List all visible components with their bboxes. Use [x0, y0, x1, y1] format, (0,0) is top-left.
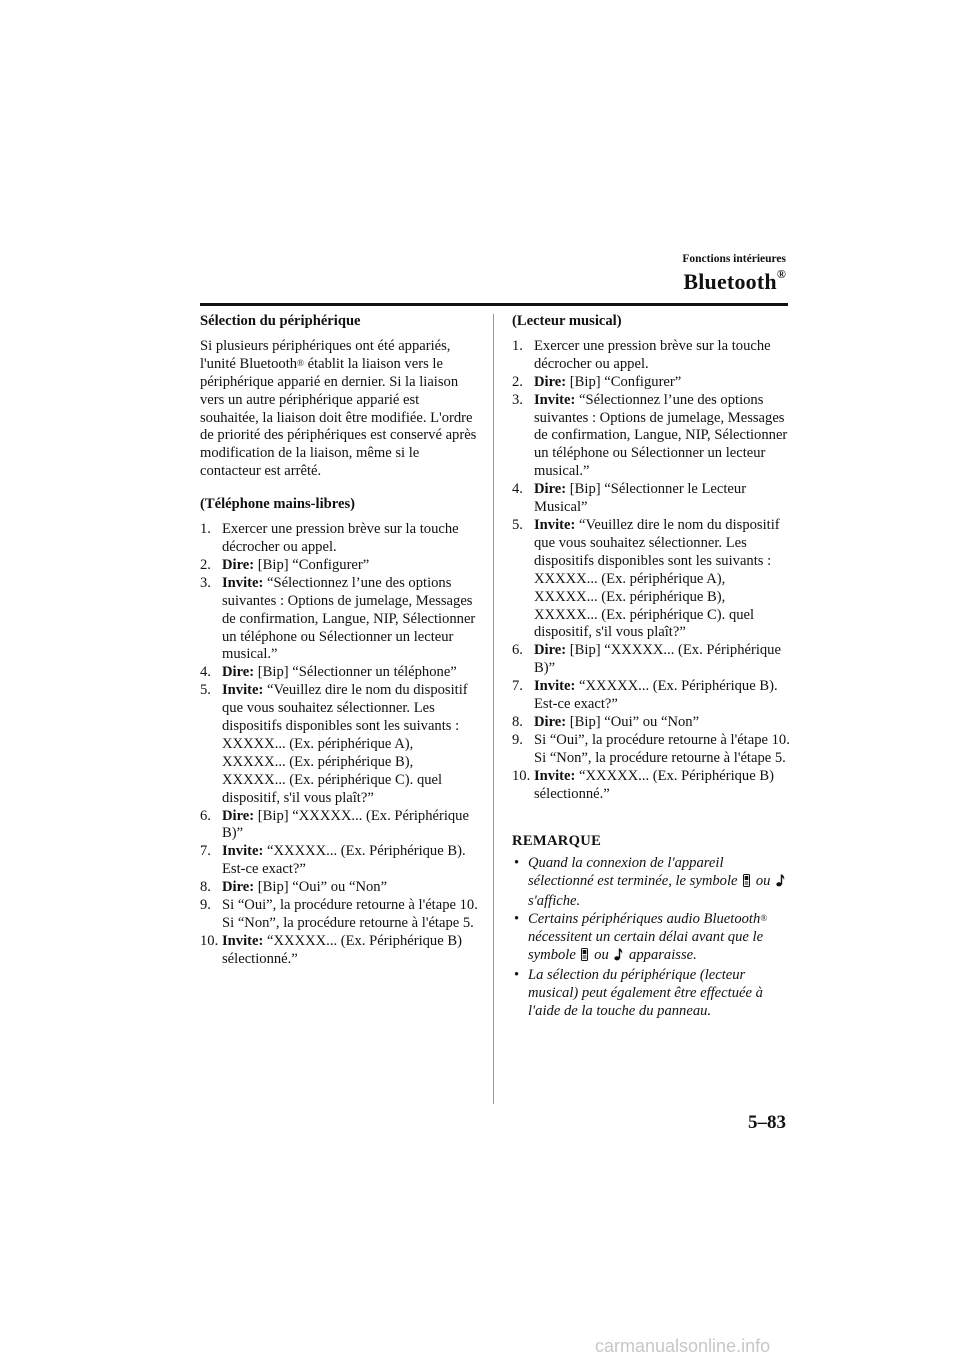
- music-player-steps: [512, 338, 792, 804]
- step-text: [Bip] “XXXXX... (Ex. Périphérique B)”: [534, 642, 781, 677]
- step-item: [200, 879, 480, 897]
- handsfree-steps: [200, 521, 480, 969]
- step-text: “Veuillez dire le nom du dispositif que vous souhaitez sélectionner. Les dispositifs disponibles sont les suivants : XXXXX... (Ex. périphérique A), XXXXX... (Ex. périphérique B), XXXXX... (Ex. périphérique C). quel dispositif, s'il vous plaît?”: [534, 516, 780, 641]
- note-text: s'affiche.: [528, 893, 581, 910]
- step-item: [200, 521, 480, 557]
- step-number: 10.: [200, 932, 219, 949]
- step-label: Invite:: [534, 391, 576, 408]
- bullet: •: [514, 966, 520, 983]
- subheading-music-player: (Lecteur musical): [512, 313, 622, 329]
- step-item: [512, 732, 792, 768]
- step-label: Invite:: [222, 682, 264, 699]
- step-number: 10.: [512, 767, 531, 784]
- step-number: 2.: [200, 556, 211, 573]
- step-label: Invite:: [534, 516, 576, 533]
- step-item: [512, 678, 792, 714]
- phone-icon: [743, 874, 750, 893]
- step-number: 4.: [200, 664, 211, 681]
- step-item: [512, 392, 792, 482]
- note-text: ou: [755, 873, 771, 890]
- step-text: [Bip] “Configurer”: [566, 373, 682, 390]
- step-text: Exercer une pression brève sur la touche décrocher ou appel.: [534, 337, 771, 372]
- step-label: Invite:: [222, 843, 264, 860]
- step-number: 5.: [512, 516, 523, 533]
- note-text: La sélection du périphérique (lecteur musical) peut également être effectuée à l'aide de la touche du panneau.: [528, 966, 763, 1019]
- step-text: “XXXXX... (Ex. Périphérique B) sélectionné.”: [534, 767, 774, 802]
- note-text: Quand la connexion de l'appareil sélectionné est terminée, le symbole: [528, 855, 738, 890]
- step-number: 5.: [200, 682, 211, 699]
- step-number: 7.: [200, 843, 211, 860]
- step-number: 6.: [512, 642, 523, 659]
- step-item: [200, 575, 480, 665]
- intro-paragraph: [200, 338, 480, 481]
- step-item: [512, 338, 792, 374]
- step-label: Invite:: [222, 932, 264, 949]
- registered-mark: ®: [297, 357, 304, 368]
- step-label: Dire:: [222, 664, 255, 681]
- right-column: [512, 313, 792, 1021]
- step-text: [Bip] “Oui” ou “Non”: [254, 879, 388, 896]
- step-item: [200, 682, 480, 807]
- registered-mark: ®: [760, 913, 768, 924]
- header-rule: [200, 303, 788, 306]
- section-heading: Sélection du périphérique: [200, 313, 361, 329]
- step-text: “Sélectionnez l’une des options suivantes : Options de jumelage, Messages de confirmation, Langue, NIP, Sélectionner un téléphone ou Sélectionner un lecteur musical.”: [222, 574, 476, 663]
- note-item: [512, 855, 792, 911]
- step-item: [200, 664, 480, 682]
- step-number: 4.: [512, 481, 523, 498]
- bullet: •: [514, 911, 520, 928]
- note-heading: REMARQUE: [512, 833, 602, 850]
- subheading-handsfree: (Téléphone mains-libres): [200, 496, 355, 513]
- step-number: 2.: [512, 373, 523, 390]
- step-text: [Bip] “Sélectionner le Lecteur Musical”: [534, 481, 747, 516]
- step-text: “Veuillez dire le nom du dispositif que vous souhaitez sélectionner. Les dispositifs disponibles sont les suivants : XXXXX... (Ex. périphérique A), XXXXX... (Ex. périphérique B), XXXXX... (Ex. périphérique C). quel dispositif, s'il vous plaît?”: [222, 682, 468, 806]
- step-text: [Bip] “Sélectionner un téléphone”: [254, 664, 457, 681]
- note-item: [512, 967, 792, 1021]
- step-label: Invite:: [534, 678, 576, 695]
- step-item: [512, 517, 792, 642]
- step-text: Exercer une pression brève sur la touche décrocher ou appel.: [222, 521, 459, 555]
- step-item: [512, 481, 792, 517]
- step-label: Invite:: [222, 574, 264, 591]
- step-label: Dire:: [222, 879, 255, 896]
- note-text: apparaisse.: [629, 946, 697, 963]
- step-number: 9.: [200, 897, 211, 914]
- note-text: Certains périphériques audio Bluetooth: [528, 911, 761, 928]
- step-text: “XXXXX... (Ex. Périphérique B). Est-ce exact?”: [222, 843, 466, 878]
- step-item: [200, 933, 480, 969]
- step-number: 3.: [200, 574, 211, 591]
- step-text: [Bip] “XXXXX... (Ex. Périphérique B)”: [222, 807, 469, 842]
- page-title: [683, 269, 786, 295]
- step-label: Dire:: [534, 713, 567, 730]
- registered-mark: ®: [776, 267, 786, 281]
- step-label: Dire:: [534, 642, 567, 659]
- step-item: [200, 557, 480, 575]
- step-number: 8.: [200, 879, 211, 896]
- step-text: [Bip] “Oui” ou “Non”: [566, 713, 700, 730]
- step-text: “XXXXX... (Ex. Périphérique B) sélectionné.”: [222, 932, 462, 967]
- step-number: 9.: [512, 731, 523, 748]
- step-number: 3.: [512, 391, 523, 408]
- step-number: 7.: [512, 678, 523, 695]
- step-text: Si “Oui”, la procédure retourne à l'étape 10. Si “Non”, la procédure retourne à l'étape 5.: [222, 897, 478, 931]
- music-note-icon: [614, 948, 623, 967]
- column-divider: [493, 314, 494, 1104]
- note-text: ou: [594, 946, 609, 963]
- step-number: 8.: [512, 713, 523, 730]
- step-label: Dire:: [534, 373, 567, 390]
- step-text: Si “Oui”, la procédure retourne à l'étape 10. Si “Non”, la procédure retourne à l'étape 5.: [534, 731, 790, 766]
- step-label: Dire:: [222, 807, 255, 824]
- step-label: Invite:: [534, 767, 576, 784]
- step-item: [512, 374, 792, 392]
- music-note-icon: [776, 874, 785, 893]
- bullet: •: [514, 855, 520, 872]
- step-text: “Sélectionnez l’une des options suivantes : Options de jumelage, Messages de confirmation, Langue, NIP, Sélectionner un téléphone ou Sélectionner un lecteur musical.”: [534, 391, 788, 480]
- step-item: [512, 642, 792, 678]
- section-label: Fonctions intérieures: [682, 253, 786, 265]
- intro-text-1: Si plusieurs périphériques ont été appariés, l'unité Bluetooth: [200, 337, 451, 372]
- step-item: [512, 768, 792, 804]
- step-item: [200, 897, 480, 933]
- step-label: Dire:: [534, 481, 567, 498]
- step-item: [200, 808, 480, 844]
- note-item: [512, 911, 792, 967]
- watermark-footer: carmanualsonline.info: [595, 1336, 771, 1356]
- step-item: [200, 843, 480, 879]
- step-item: [512, 714, 792, 732]
- note-text: nécessitent un certain délai avant que le symbole: [528, 929, 764, 963]
- step-number: 1.: [200, 521, 211, 538]
- page-number: 5–83: [748, 1112, 786, 1133]
- intro-text-2: établit la liaison vers le périphérique apparié en dernier. Si la liaison vers un autre périphérique apparié est souhaitée, la liaison doit être modifiée. L'ordre de priorité des périphériques est conservé après modification de la liaison, même si le contacteur est arrêté.: [200, 355, 477, 480]
- step-number: 1.: [512, 337, 523, 354]
- step-text: [Bip] “Configurer”: [254, 556, 370, 573]
- phone-icon: [581, 948, 588, 967]
- step-label: Dire:: [222, 556, 255, 573]
- step-text: “XXXXX... (Ex. Périphérique B). Est-ce exact?”: [534, 678, 778, 713]
- page-title-text: Bluetooth: [683, 269, 777, 294]
- left-column: [200, 313, 480, 969]
- step-number: 6.: [200, 807, 211, 824]
